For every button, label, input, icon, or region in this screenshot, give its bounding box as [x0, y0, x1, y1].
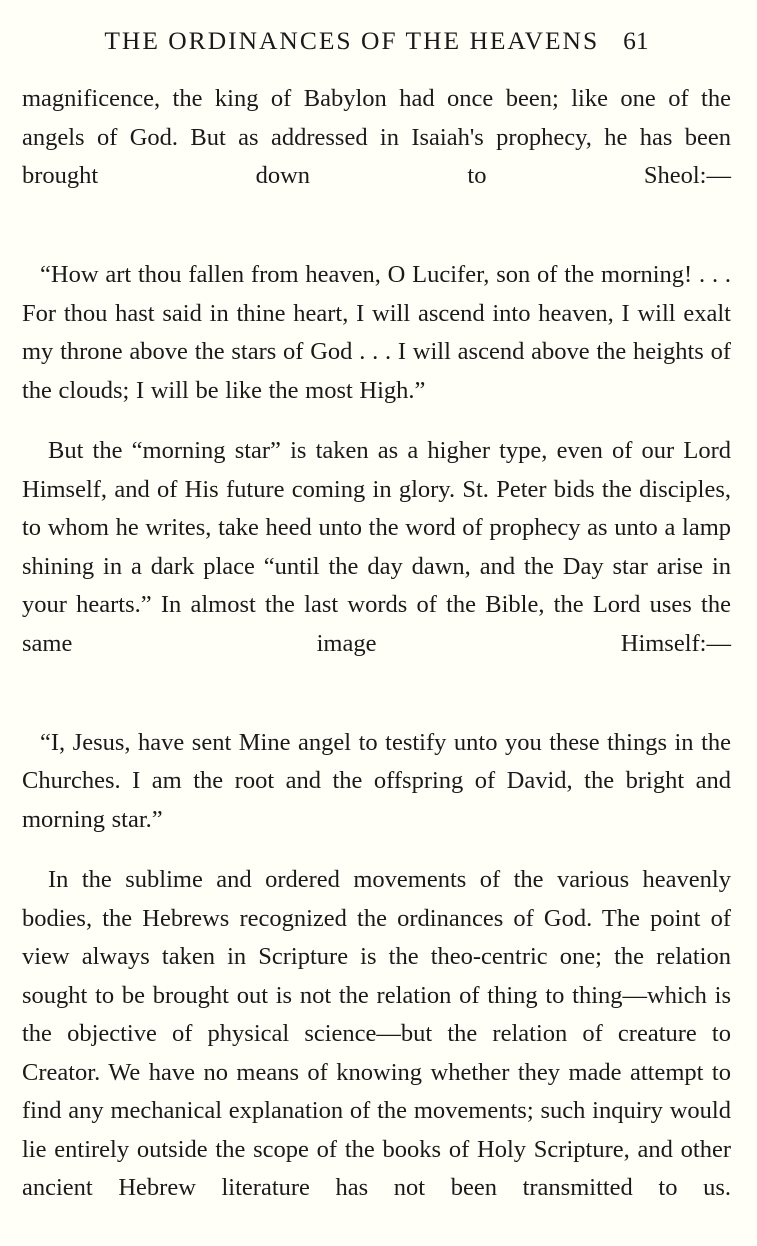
- page-body: [22, 80, 731, 1246]
- running-head-title: THE ORDINANCES OF THE HEAVENS: [104, 26, 600, 55]
- running-head: [22, 26, 731, 56]
- paragraph: magnificence, the king of Babylon had once been; like one of the angels of God. But as addressed in Isaiah's prophecy, he has been brought down to Sheol:—: [22, 85, 731, 189]
- blockquote: “How art thou fallen from heaven, O Lucifer, son of the morning! . . . For thou hast said in thine heart, I will ascend into heaven, I will exalt my throne above the stars of God . . . I will ascend above the heights of the clouds; I will be like the most High.”: [22, 261, 731, 404]
- paragraph: But the “morning star” is taken as a higher type, even of our Lord Himself, and of His future coming in glory. St. Peter bids the disciples, to whom he writes, take heed unto the word of prophecy as unto a lamp shining in a dark place “until the day dawn, and the Day star arise in your hearts.” In almost the last words of the Bible, the Lord uses the same image Himself:—: [22, 437, 731, 657]
- page-number: 61: [623, 26, 649, 55]
- blockquote: “I, Jesus, have sent Mine angel to testify unto you these things in the Churches. I am the root and the offspring of David, the bright and morning star.”: [22, 728, 731, 833]
- paragraph: In the sublime and ordered movements of the various heavenly bodies, the Hebrews recognized the ordinances of God. The point of view always taken in Scripture is the theo-centric one; the relation sought to be brought out is not the relation of thing to thing—which is the objective of physical science—but the relation of creature to Creator. We have no means of knowing whether they made attempt to find any mechanical explanation of the movements; such inquiry would lie entirely outside the scope of the books of Holy Scripture, and other ancient Hebrew literature has not been transmitted to us.: [22, 866, 731, 1201]
